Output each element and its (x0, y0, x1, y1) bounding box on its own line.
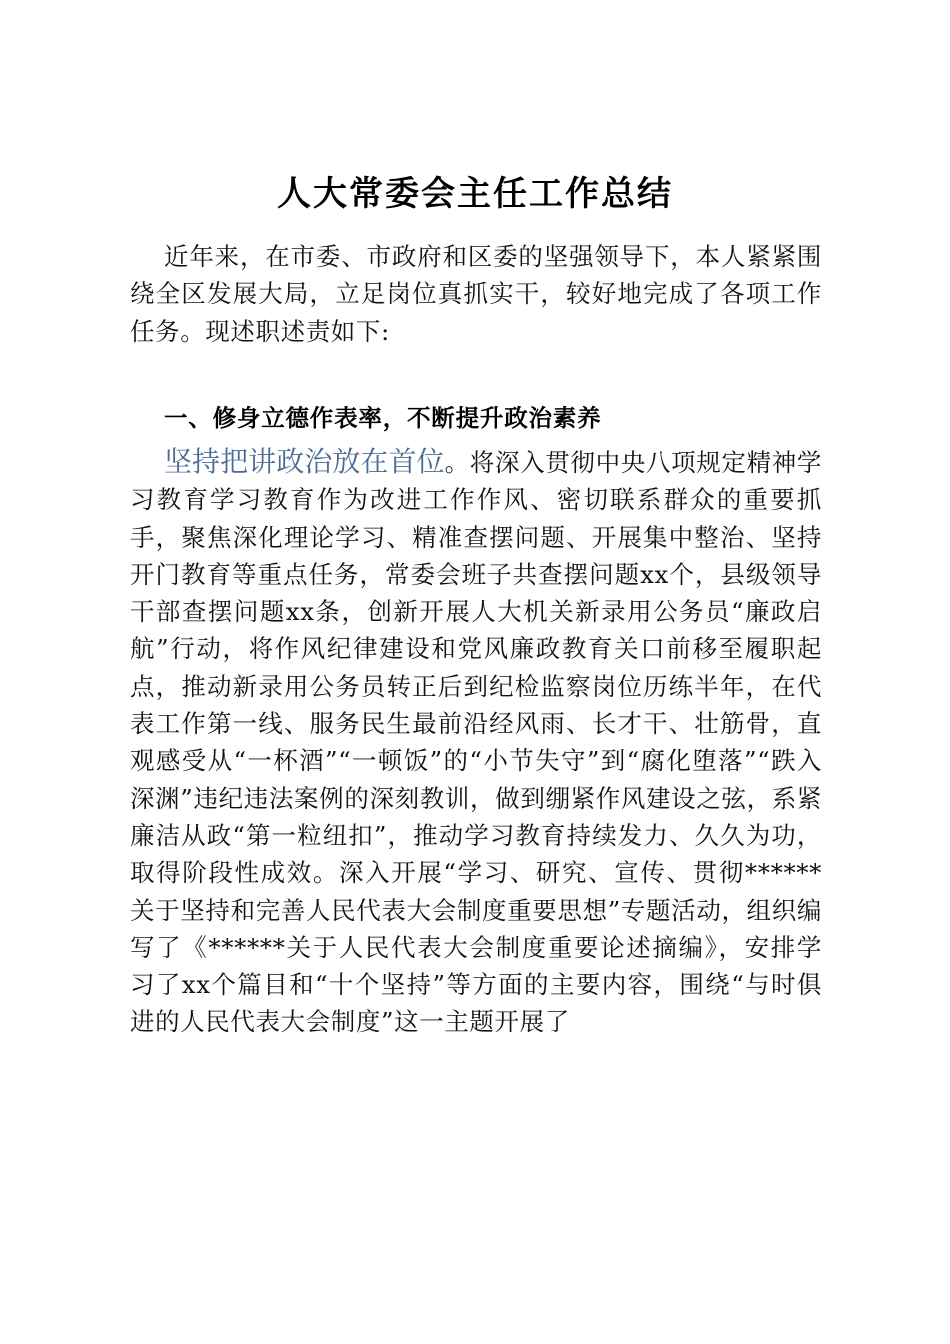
document-title: 人大常委会主任工作总结 (277, 174, 673, 214)
section-paragraph (130, 443, 822, 1041)
paragraph-body-text: 。将深入贯彻中央八项规定精神学习教育学习教育作为改进工作作风、密切联系群众的重要抓手，聚焦深化理论学习、精准查摆问题、开展集中整治、坚持开门教育等重点任务，常委会班子共查摆问题xx个，县级领导干部查摆问题xx条，创新开展人大机关新录用公务员“廉政启航”行动，将作风纪律建设和党风廉政教育关口前移至履职起点，推动新录用公务员转正后到纪检监察岗位历练半年，在代表工作第一线、服务民生最前沿经风雨、长才干、壮筋骨，直观感受从“一杯酒”“一顿饭”的“小节失守”到“腐化堕落”“跌入深渊”违纪违法案例的深刻教训，做到绷紧作风建设之弦，系紧廉洁从政“第一粒纽扣”，推动学习教育持续发力、久久为功，取得阶段性成效。深入开展“学习、研究、宣传、贯彻******关于坚持和完善人民代表大会制度重要思想”专题活动，组织编写了《******关于人民代表大会制度重要论述摘编》，安排学习了xx个篇目和“十个坚持”等方面的主要内容，围绕“与时俱进的人民代表大会制度”这一主题开展了 (130, 448, 822, 1037)
section-heading: 一、修身立德作表率，不断提升政治素养 (164, 404, 602, 432)
intro-paragraph: 近年来，在市委、市政府和区委的坚强领导下，本人紧紧围绕全区发展大局，立足岗位真抓实干，较好地完成了各项工作任务。现述职述责如下: (130, 242, 822, 346)
paragraph-lead-phrase: 坚持把讲政治放在首位 (164, 445, 445, 478)
